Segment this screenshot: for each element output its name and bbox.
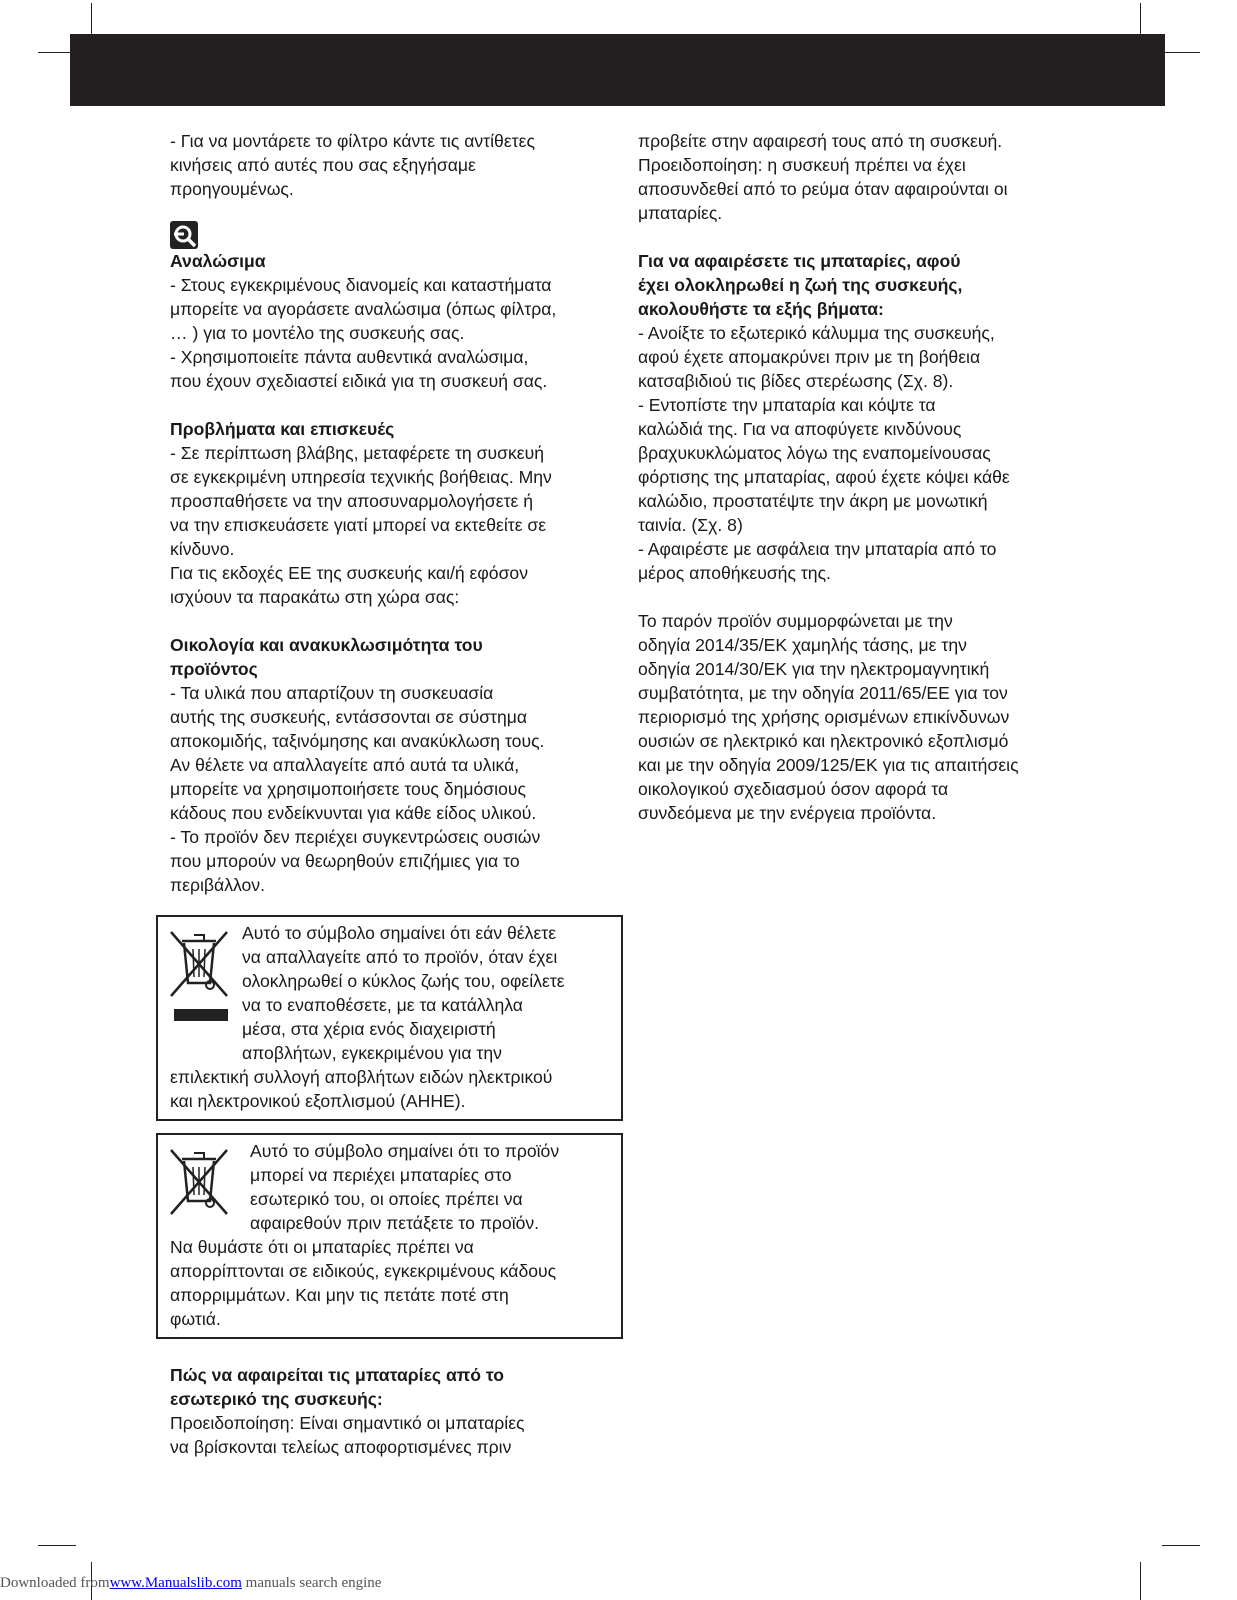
text-line: καλώδιο, προστατέψτε την άκρη με μονωτική	[638, 491, 988, 511]
left-column	[170, 129, 620, 1459]
text-line: περιβάλλον.	[170, 875, 265, 895]
download-footer	[0, 1575, 381, 1592]
text-line: αυτής της συσκευής, εντάσσονται σε σύστημα	[170, 707, 528, 727]
compliance-paragraph	[638, 609, 1088, 825]
text-line: καλώδιά της. Για να αποφύγετε κινδύνους	[638, 419, 962, 439]
text-line: οδηγία 2014/30/ΕΚ για την ηλεκτρομαγνητική	[638, 659, 990, 679]
section-heading: προϊόντος	[170, 659, 258, 679]
text-line: επιλεκτική συλλογή αποβλήτων ειδών ηλεκτρικού	[170, 1067, 553, 1087]
manualslib-link[interactable]: www.Manualslib.com	[109, 1575, 242, 1591]
text-line: συμβατότητα, με την οδηγία 2011/65/ΕΕ για τον	[638, 683, 1008, 703]
section-heading: έχει ολοκληρωθεί η ζωή της συσκευής,	[638, 275, 963, 295]
text-line: αποβλήτων, εγκεκριμένου για την	[242, 1043, 502, 1063]
text-line: φωτιά.	[170, 1309, 221, 1329]
text-line: Προειδοποίηση: η συσκευή πρέπει να έχει	[638, 155, 966, 175]
text-line: Να θυμάστε ότι οι μπαταρίες πρέπει να	[170, 1237, 474, 1257]
text-line: συνδεόμενα με την ενέργεια προϊόντα.	[638, 803, 937, 823]
footer-prefix: Downloaded from	[0, 1575, 110, 1591]
section-heading: Αναλώσιμα	[170, 251, 266, 271]
crop-mark	[1162, 52, 1200, 53]
text-line: - Αφαιρέστε με ασφάλεια την μπαταρία από το	[638, 539, 997, 559]
crop-mark	[1140, 1562, 1141, 1600]
text-line: να το εναποθέσετε, με τα κατάλληλα	[242, 995, 523, 1015]
text-line: αποσυνδεθεί από το ρεύμα όταν αφαιρούνται οι	[638, 179, 1008, 199]
text-line: κινήσεις από αυτές που σας εξηγήσαμε	[170, 155, 476, 175]
consumables-icon	[170, 213, 620, 249]
text-line: μπαταρίες.	[638, 203, 723, 223]
text-line: ισχύουν τα παρακάτω στη χώρα σας:	[170, 587, 460, 607]
text-line: προβείτε στην αφαιρεσή τους από τη συσκευή.	[638, 131, 1003, 151]
repairs-section	[170, 417, 620, 609]
text-line: που μπορούν να θεωρηθούν επιζήμιες για το	[170, 851, 520, 871]
text-line: ουσιών σε ηλεκτρικό και ηλεκτρονικό εξοπλισμό	[638, 731, 1009, 751]
text-line: - Χρησιμοποιείτε πάντα αυθεντικά αναλώσιμα,	[170, 347, 529, 367]
crossed-bin-icon	[168, 929, 230, 1031]
text-line: που έχουν σχεδιαστεί ειδικά για τη συσκευή σας.	[170, 371, 548, 391]
header-band	[70, 34, 1165, 106]
text-line: - Για να μοντάρετε το φίλτρο κάντε τις αντίθετες	[170, 131, 535, 151]
text-line: κατσαβιδιού τις βίδες στερέωσης (Σχ. 8).	[638, 371, 954, 391]
section-heading: ακολουθήστε τα εξής βήματα:	[638, 299, 884, 319]
text-line: κάδους που ενδείκνυνται για κάθε είδος υλικού.	[170, 803, 537, 823]
text-line: μπορείτε να αγοράσετε αναλώσιμα (όπως φίλτρα,	[170, 299, 557, 319]
text-line: αφού έχετε απομακρύνει πριν με τη βοήθεια	[638, 347, 981, 367]
text-line: εσωτερικό του, οι οποίες πρέπει να	[250, 1189, 523, 1209]
text-line: οδηγία 2014/35/ΕΚ χαμηλής τάσης, με την	[638, 635, 967, 655]
text-line: Για τις εκδοχές ΕΕ της συσκευής και/ή εφόσον	[170, 563, 529, 583]
text-line: μπορεί να περιέχει μπαταρίες στο	[250, 1165, 512, 1185]
text-line: Αυτό το σύμβολο σημαίνει ότι το προϊόν	[250, 1141, 560, 1161]
text-line: - Στους εγκεκριμένους διανομείς και καταστήματα	[170, 275, 552, 295]
text-line: - Σε περίπτωση βλάβης, μεταφέρετε τη συσκευή	[170, 443, 544, 463]
text-line: ολοκληρωθεί ο κύκλος ζωής του, οφείλετε	[242, 971, 565, 991]
text-line: απορρίπτονται σε ειδικούς, εγκεκριμένους κάδους	[170, 1261, 557, 1281]
text-line: - Ανοίξτε το εξωτερικό κάλυμμα της συσκευής,	[638, 323, 995, 343]
text-line: - Εντοπίστε την μπαταρία και κόψτε τα	[638, 395, 936, 415]
text-line: μπορείτε να χρησιμοποιήσετε τους δημόσιους	[170, 779, 526, 799]
battery-notice-box	[156, 1133, 623, 1339]
section-heading: Για να αφαιρέσετε τις μπαταρίες, αφού	[638, 251, 961, 271]
text-line: φόρτισης της μπαταρίας, αφού έχετε κόψει κάθε	[638, 467, 1010, 487]
battery-removal-section	[170, 1363, 620, 1459]
crop-mark	[38, 1545, 76, 1546]
text-line: ταινία. (Σχ. 8)	[638, 515, 743, 535]
text-line: κίνδυνο.	[170, 539, 235, 559]
text-line: Αν θέλετε να απαλλαγείτε από αυτά τα υλικά,	[170, 755, 520, 775]
text-line: και με την οδηγία 2009/125/ΕΚ για τις απαιτήσεις	[638, 755, 1019, 775]
text-line: σε εγκεκριμένη υπηρεσία τεχνικής βοήθειας. Μην	[170, 467, 552, 487]
text-line: μέσα, στα χέρια ενός διαχειριστή	[242, 1019, 496, 1039]
text-line: να απαλλαγείτε από το προϊόν, όταν έχει	[242, 947, 558, 967]
text-line: - Το προϊόν δεν περιέχει συγκεντρώσεις ουσιών	[170, 827, 541, 847]
text-line: Αυτό το σύμβολο σημαίνει ότι εάν θέλετε	[242, 923, 557, 943]
text-line: προηγουμένως.	[170, 179, 294, 199]
footer-suffix: manuals search engine	[245, 1575, 382, 1591]
text-line: Το παρόν προϊόν συμμορφώνεται με την	[638, 611, 953, 631]
text-line: προσπαθήσετε να την αποσυναρμολογήσετε ή	[170, 491, 534, 511]
intro-paragraph	[170, 129, 620, 201]
text-line: - Τα υλικά που απαρτίζουν τη συσκευασία	[170, 683, 494, 703]
text-line: αποκομιδής, ταξινόμησης και ανακύκλωση τους.	[170, 731, 545, 751]
text-line: και ηλεκτρονικού εξοπλισμού (ΑΗΗΕ).	[170, 1091, 466, 1111]
text-line: μέρος αποθήκευσής της.	[638, 563, 831, 583]
section-heading: Προβλήματα και επισκευές	[170, 419, 395, 439]
consumables-section	[170, 249, 620, 393]
text-line: αφαιρεθούν πριν πετάξετε το προϊόν.	[250, 1213, 540, 1233]
text-line: οικολογικού σχεδιασμού όσον αφορά τα	[638, 779, 949, 799]
section-heading: εσωτερικό της συσκευής:	[170, 1389, 383, 1409]
ecology-section	[170, 633, 620, 897]
right-column	[638, 129, 1088, 825]
text-line: απορριμμάτων. Και μην τις πετάτε ποτέ στη	[170, 1285, 509, 1305]
text-line: να την επισκευάσετε γιατί μπορεί να εκτεθείτε σε	[170, 515, 547, 535]
section-heading: Πώς να αφαιρείται τις μπαταρίες από το	[170, 1365, 504, 1385]
text-line: βραχυκυκλώματος λόγω της εναπομείνουσας	[638, 443, 991, 463]
text-line: Προειδοποίηση: Είναι σημαντικό οι μπαταρίες	[170, 1413, 525, 1433]
text-line: … ) για το μοντέλο της συσκευής σας.	[170, 323, 465, 343]
crossed-bin-icon	[168, 1147, 230, 1223]
text-line: περιορισμό της χρήσης ορισμένων επικίνδυνων	[638, 707, 1010, 727]
text-line: να βρίσκονται τελείως αποφορτισμένες πριν	[170, 1437, 512, 1457]
continuation-paragraph	[638, 129, 1088, 225]
battery-steps-section	[638, 249, 1088, 585]
crop-mark	[1162, 1545, 1200, 1546]
weee-notice-box	[156, 915, 623, 1121]
section-heading: Οικολογία και ανακυκλωσιμότητα του	[170, 635, 483, 655]
